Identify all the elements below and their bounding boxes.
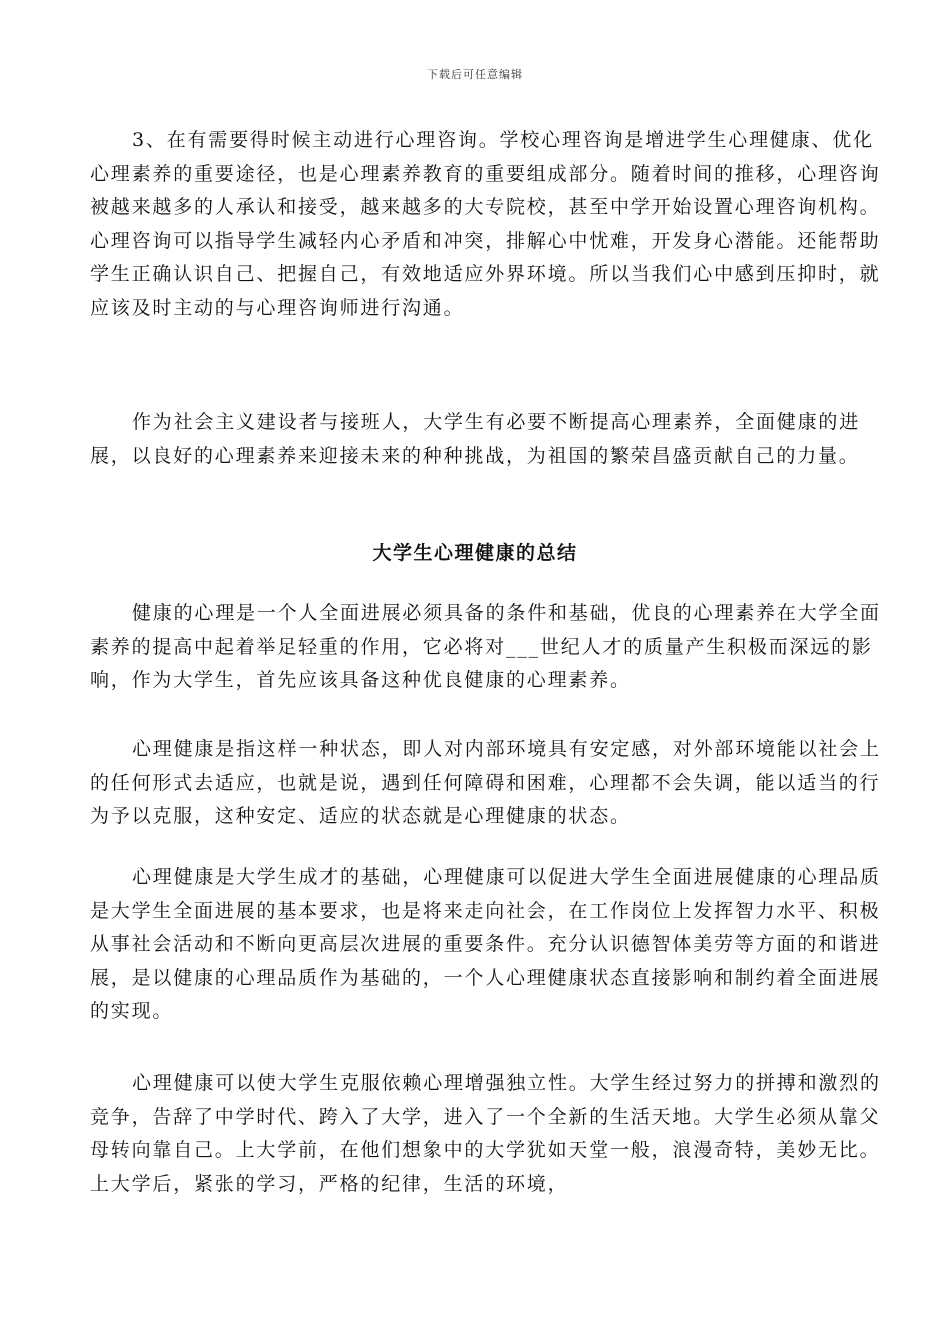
page-header: 下载后可任意编辑 [427,68,523,81]
paragraph-intro: 健康的心理是一个人全面进展必须具备的条件和基础，优良的心理素养在大学全面素养的提高中起着举足轻重的作用，它必将对___世纪人才的质量产生积极而深远的影响，作为大学生，首先应该具备这种优良健康的心理素养。 [90,602,881,691]
paragraph-counseling: 3、在有需要得时候主动进行心理咨询。学校心理咨询是增进学生心理健康、优化心理素养的重要途径，也是心理素养教育的重要组成部分。随着时间的推移，心理咨询被越来越多的人承认和接受，越来越多的大专院校，甚至中学开始设置心理咨询机构。心理咨询可以指导学生减轻内心矛盾和冲突，排解心中忧难，开发身心潜能。还能帮助学生正确认识自己、把握自己，有效地适应外界环境。所以当我们心中感到压抑时，就应该及时主动的与心理咨询师进行沟通。 [90,129,881,319]
paragraph-foundation: 心理健康是大学生成才的基础，心理健康可以促进大学生全面进展健康的心理品质是大学生全面进展的基本要求，也是将来走向社会，在工作岗位上发挥智力水平、积极从事社会活动和不断向更高层次进展的重要条件。充分认识德智体美劳等方面的和谐进展，是以健康的心理品质作为基础的，一个人心理健康状态直接影响和制约着全面进展的实现。 [90,866,881,1022]
paragraph-conclusion: 作为社会主义建设者与接班人，大学生有必要不断提高心理素养，全面健康的进展，以良好的心理素养来迎接未来的种种挑战，为祖国的繁荣昌盛贡献自己的力量。 [90,411,861,467]
paragraph-independence: 心理健康可以使大学生克服依赖心理增强独立性。大学生经过努力的拼搏和激烈的竞争，告辞了中学时代、跨入了大学，进入了一个全新的生活天地。大学生必须从靠父母转向靠自己。上大学前，在他们想象中的大学犹如天堂一般，浪漫奇特，美妙无比。上大学后，紧张的学习，严格的纪律，生活的环境， [90,1072,881,1195]
section-heading: 大学生心理健康的总结 [372,542,578,564]
paragraph-definition: 心理健康是指这样一种状态，即人对内部环境具有安定感，对外部环境能以社会上的任何形式去适应，也就是说，遇到任何障碍和困难，心理都不会失调，能以适当的行为予以克服，这种安定、适应的状态就是心理健康的状态。 [90,738,881,827]
